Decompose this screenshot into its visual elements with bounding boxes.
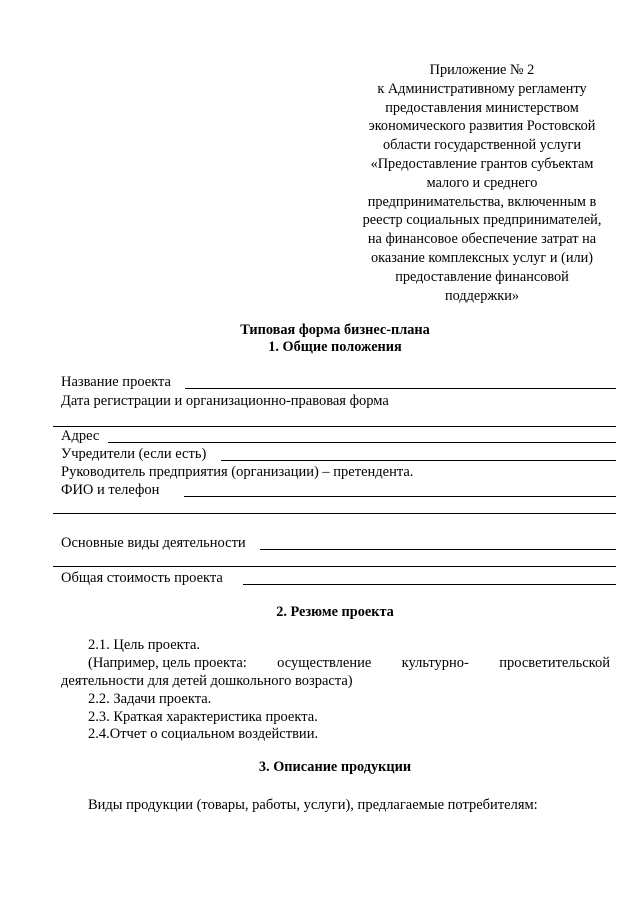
- appendix-line: «Предоставление грантов субъектам: [370, 155, 594, 172]
- registration-label: Дата регистрации и организационно-правовая форма: [61, 393, 389, 409]
- form-title: Типовая форма бизнес-плана: [240, 322, 430, 338]
- example-word: (Например, цель проекта:: [88, 655, 247, 671]
- activities-label: Основные виды деятельности: [61, 535, 246, 551]
- blank-line[interactable]: [53, 566, 616, 567]
- section-1-title: 1. Общие положения: [268, 339, 402, 355]
- project-name-line[interactable]: [185, 388, 616, 389]
- total-cost-field: [61, 569, 616, 587]
- project-name-field: [61, 373, 616, 391]
- appendix-line: предоставление финансовой: [395, 268, 569, 285]
- address-line[interactable]: [108, 442, 616, 443]
- appendix-line: экономического развития Ростовской: [368, 118, 596, 135]
- appendix-line: оказание комплексных услуг и (или): [370, 249, 594, 266]
- tasks-item: 2.2. Задачи проекта.: [88, 691, 212, 707]
- appendix-line: поддержки»: [444, 287, 520, 304]
- appendix-note: [348, 61, 616, 305]
- appendix-line: предоставления министерством: [385, 99, 579, 116]
- activities-line[interactable]: [260, 549, 616, 550]
- goal-example-line: [88, 654, 610, 672]
- products-text: Виды продукции (товары, работы, услуги), предлагаемые потребителям:: [88, 797, 538, 813]
- appendix-line: реестр социальных предпринимателей,: [362, 212, 602, 229]
- section-3-title: 3. Описание продукции: [258, 759, 412, 775]
- head-label: Руководитель предприятия (организации) – претендента.: [61, 464, 414, 480]
- founders-field: [61, 445, 616, 463]
- fio-phone-label: ФИО и телефон: [61, 482, 160, 498]
- project-name-label: Название проекта: [61, 374, 171, 390]
- goal-example-continuation: деятельности для детей дошкольного возраста): [61, 673, 353, 689]
- example-word: культурно-: [401, 655, 469, 671]
- brief-item: 2.3. Краткая характеристика проекта.: [88, 709, 318, 725]
- section-2-title: 2. Резюме проекта: [276, 604, 394, 620]
- example-word: просветительской: [499, 655, 610, 671]
- document-title: [0, 322, 640, 356]
- blank-line[interactable]: [53, 513, 616, 514]
- appendix-line: области государственной услуги: [382, 137, 582, 154]
- fio-phone-field: [61, 481, 616, 499]
- appendix-line: малого и среднего: [426, 174, 538, 191]
- total-cost-line[interactable]: [243, 584, 616, 585]
- address-field: [61, 427, 616, 445]
- activities-field: [61, 534, 616, 552]
- founders-line[interactable]: [221, 460, 616, 461]
- report-item: 2.4.Отчет о социальном воздействии.: [88, 726, 319, 742]
- example-word: осуществление: [277, 655, 372, 671]
- address-label: Адрес: [61, 428, 100, 444]
- founders-label: Учредители (если есть): [61, 446, 207, 462]
- total-cost-label: Общая стоимость проекта: [61, 570, 223, 586]
- appendix-line: на финансовое обеспечение затрат на: [367, 231, 597, 248]
- goal-item: 2.1. Цель проекта.: [88, 637, 201, 653]
- appendix-line: предпринимательства, включенным в: [367, 193, 597, 210]
- fio-phone-line[interactable]: [184, 496, 616, 497]
- appendix-line: к Административному регламенту: [377, 80, 587, 97]
- appendix-line: Приложение № 2: [429, 62, 535, 78]
